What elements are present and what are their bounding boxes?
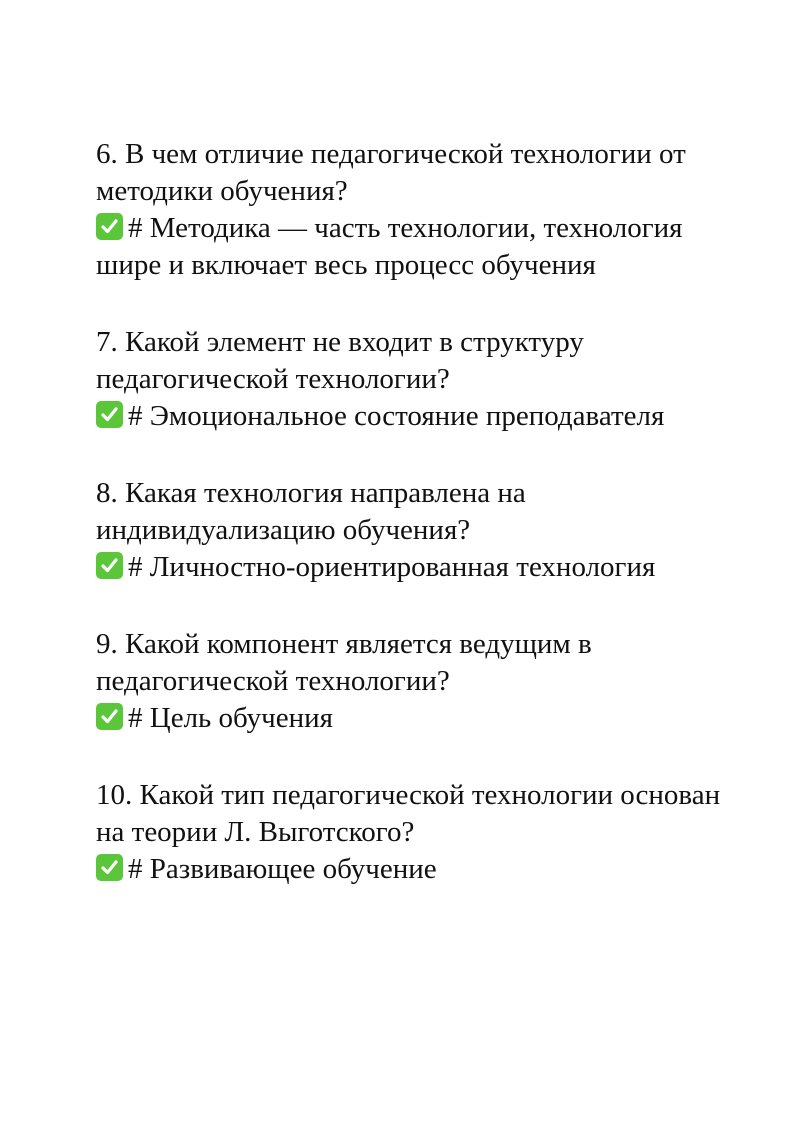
document-page [96, 136, 736, 928]
answer-line [96, 398, 736, 435]
question-text: 6. В чем отличие педагогической технологии от методики обучения? [96, 138, 686, 207]
question-block-8 [96, 475, 736, 586]
check-mark-button-icon [96, 552, 123, 579]
check-mark-button-icon [96, 703, 123, 730]
answer-text: # Личностно-ориентированная технология [128, 551, 656, 583]
answer-line [96, 700, 736, 737]
question-text: 8. Какая технология направлена на индивидуализацию обучения? [96, 477, 526, 546]
answer-line [96, 210, 736, 284]
question-block-7 [96, 324, 736, 435]
check-mark-button-icon [96, 854, 123, 881]
check-mark-button-icon [96, 401, 123, 428]
answer-line [96, 851, 736, 888]
question-text: 7. Какой элемент не входит в структуру педагогической технологии? [96, 326, 584, 395]
question-text: 10. Какой тип педагогической технологии основан на теории Л. Выготского? [96, 779, 721, 848]
answer-text: # Развивающее обучение [128, 853, 437, 885]
question-block-6 [96, 136, 736, 284]
answer-text: # Методика — часть технологии, технология шире и включает весь процесс обучения [96, 212, 683, 281]
question-block-10 [96, 777, 736, 888]
answer-line [96, 549, 736, 586]
question-text: 9. Какой компонент является ведущим в педагогической технологии? [96, 628, 592, 697]
answer-text: # Эмоциональное состояние преподавателя [128, 400, 665, 432]
question-block-9 [96, 626, 736, 737]
check-mark-button-icon [96, 213, 123, 240]
answer-text: # Цель обучения [128, 702, 333, 734]
